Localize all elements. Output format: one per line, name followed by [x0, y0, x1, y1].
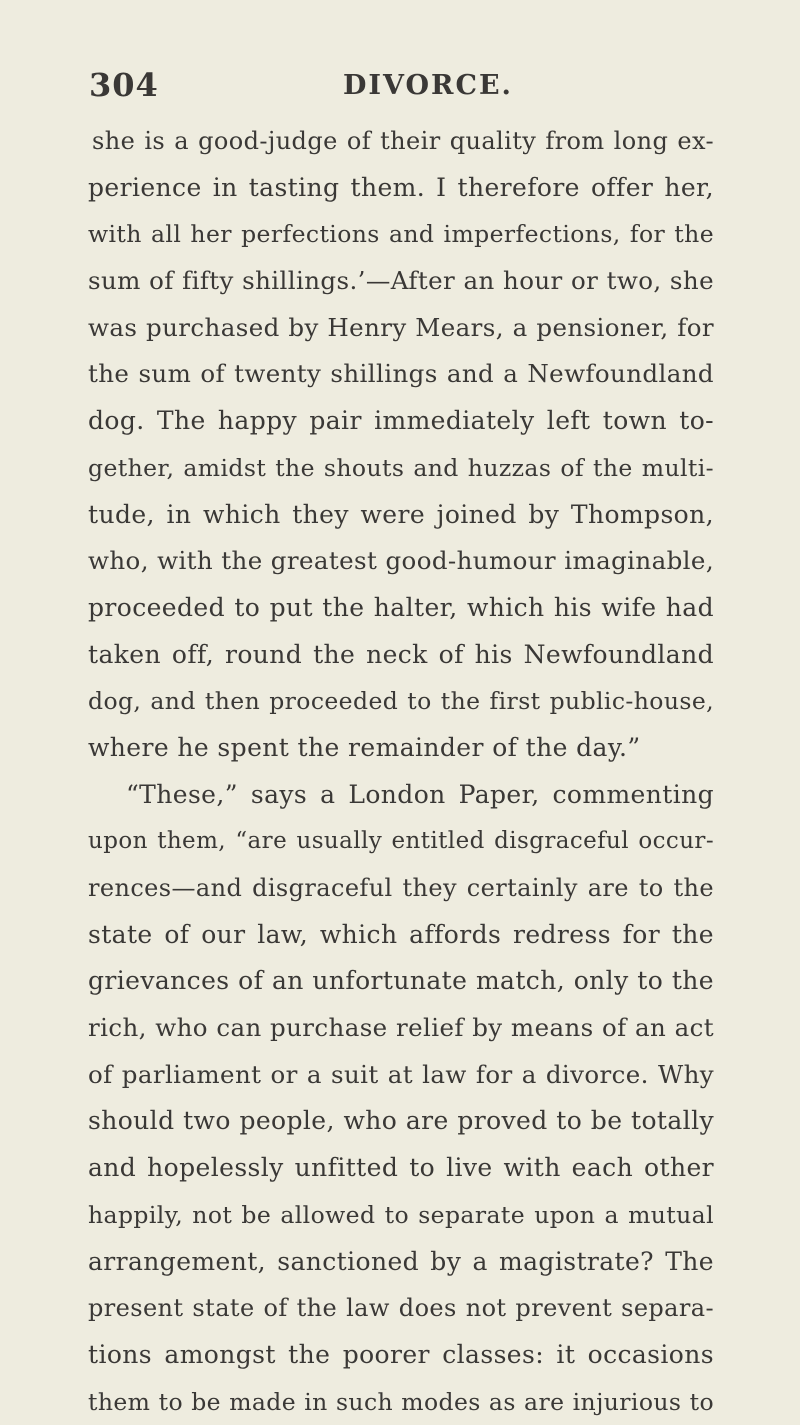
- text-line: “These,” says a London Paper, commenting: [126, 779, 714, 809]
- text-line: them to be made in such modes as are injurious to: [88, 1387, 714, 1416]
- page-number: 304: [89, 66, 159, 104]
- text-line: happily, not be allowed to separate upon a mutual: [88, 1200, 714, 1229]
- text-line: upon them, “are usually entitled disgraceful occur-: [88, 828, 714, 855]
- text-line: tions amongst the poorer classes: it occasions: [88, 1339, 714, 1369]
- text-line: was purchased by Henry Mears, a pensioner, for: [88, 312, 714, 342]
- text-line: rences—and disgraceful they certainly are to the: [88, 874, 714, 902]
- text-line: where he spent the remainder of the day.”: [88, 732, 641, 762]
- text-line: taken off, round the neck of his Newfoundland: [88, 639, 714, 669]
- text-line: arrangement, sanctioned by a magistrate? The: [88, 1246, 714, 1276]
- text-line: the sum of twenty shillings and a Newfoundland: [88, 359, 714, 389]
- text-line: dog, and then proceeded to the first public-house,: [88, 687, 714, 716]
- text-line: proceeded to put the halter, which his wife had: [88, 592, 714, 622]
- text-line: tude, in which they were joined by Thompson,: [88, 499, 714, 529]
- running-head: [89, 66, 513, 104]
- text-line: perience in tasting them. I therefore offer her,: [88, 172, 714, 202]
- text-line: who, with the greatest good-humour imaginable,: [88, 546, 715, 576]
- text-line: should two people, who are proved to be totally: [88, 1106, 714, 1136]
- text-line: with all her perfections and imperfections, for the: [88, 220, 714, 249]
- text-line: gether, amidst the shouts and huzzas of the multi-: [88, 453, 714, 482]
- text-line: of parliament or a suit at law for a divorce. Why: [88, 1059, 714, 1089]
- body-text: [88, 118, 714, 1425]
- text-line: she is a good-judge of their quality from long ex-: [92, 127, 714, 155]
- text-line: sum of fifty shillings.’—After an hour or two, she: [88, 266, 714, 296]
- text-line: present state of the law does not prevent separa-: [88, 1294, 714, 1323]
- text-line: and hopelessly unfitted to live with each other: [88, 1153, 714, 1183]
- text-line: dog. The happy pair immediately left town to-: [88, 406, 714, 436]
- text-line: state of our law, which affords redress for the: [88, 919, 714, 949]
- text-line: rich, who can purchase relief by means of an act: [88, 1013, 714, 1043]
- running-title: DIVORCE.: [343, 70, 513, 101]
- text-line: grievances of an unfortunate match, only to the: [88, 966, 714, 996]
